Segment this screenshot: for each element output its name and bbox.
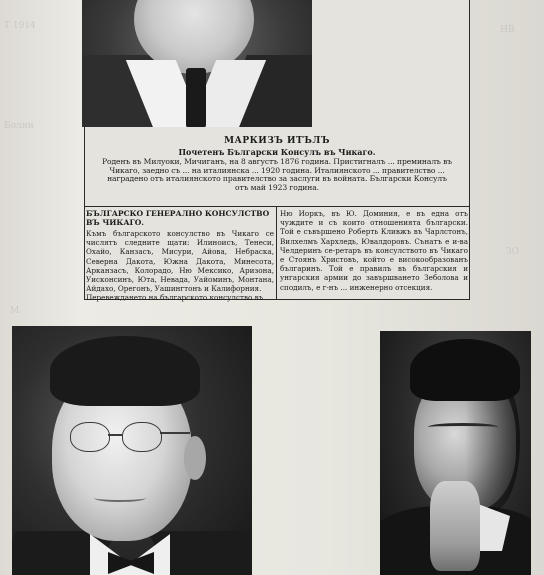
caption-subtitle: Почетенъ Български Консулъ въ Чикаго. bbox=[178, 147, 376, 157]
section-heading: БЪЛГАРСКО ГЕНЕРАЛНО КОНСУЛСТВО ВЪ ЧИКАГО. bbox=[86, 209, 270, 227]
portrait-photo-glasses-man bbox=[12, 326, 252, 575]
portrait-photo-thinker bbox=[380, 331, 531, 575]
caption-body: Роденъ въ Милуоки, Мичиганъ, на 8 августъ 1876 година. Пристигналъ ... преминалъ въ Чикаго, заедно съ ... на италиянска ... 1920 година. Италиянското ... правителство ... наградено отъ италиянското правителство за заслуги въ войната. Български Консулъ отъ май 1923 година. bbox=[102, 157, 452, 192]
bleed-through-text: Т 1914 bbox=[4, 21, 36, 31]
bleed-through-text: Болни bbox=[4, 121, 34, 131]
column-divider bbox=[276, 207, 277, 299]
caption-title: МАРКИЗЪ ИТЪЛЪ bbox=[224, 136, 330, 146]
bleed-through-text: M bbox=[10, 306, 20, 316]
article-column-left: Къмъ българското консулство въ Чикаго се числятъ следните щати: Илиноисъ, Тенеси, Охайо, Канзасъ, Мисури, Айова, Небраска, Северна Дакота, Южна Дакота, Минесота, Арканзасъ, Колорадо, Ню Мексико, Аризона, Уисконсинъ, Юта, Невада, Уайоминъ, Монтана, Айдахо, Орегонъ, Уашингтонъ и Калифорния. Перевеждането на българското консулство въ bbox=[86, 229, 274, 303]
divider-rule bbox=[84, 206, 470, 207]
bleed-through-text: ЗО bbox=[506, 247, 519, 257]
portrait-photo-marquis bbox=[82, 0, 312, 127]
bleed-through-text: HB bbox=[500, 25, 515, 35]
article-column-right: Ню Иоркъ, въ Ю. Доминия, е въ една отъ чуждите и съ които отношенията български. Той е съвършено Роберть Кливжъ въ Чарлстонъ, Вилхелмъ Хархледь, Ювалдоровъ. Сънатъ е и-ва Челдеринъ се-ретаръ въ консулството въ Чикаго е Стоянъ Христовъ, който е високообразованъ българинъ. Той е правилъ въ българския и унгарския армии до завършването Зеболова и сподилъ, е г-нъ ... инженерно отсекция. bbox=[280, 209, 468, 292]
